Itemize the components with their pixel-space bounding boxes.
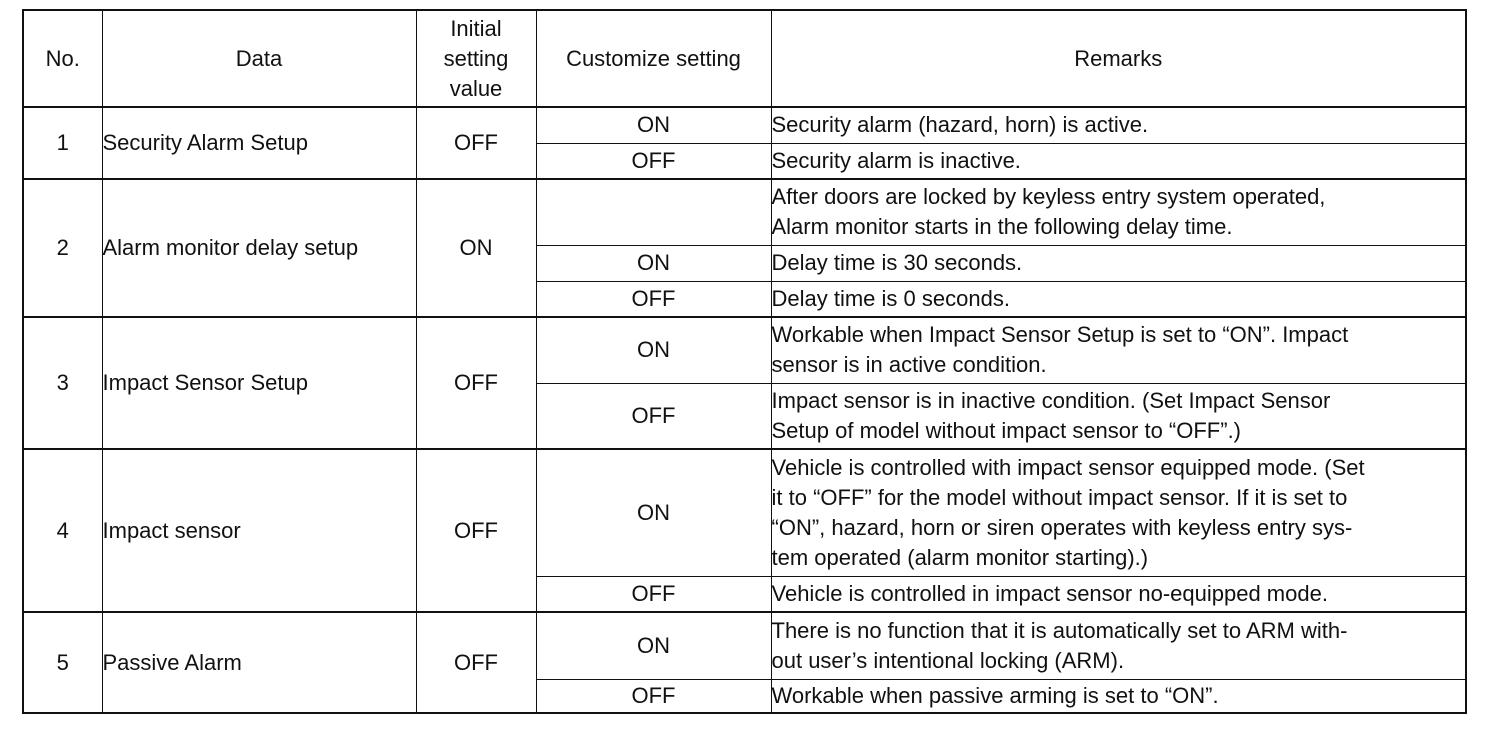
customize-setting: OFF [536, 576, 771, 612]
remarks-cell [771, 679, 1466, 713]
remark-line: out user’s intentional locking (ARM). [771, 647, 1125, 673]
item-initial-value: OFF [416, 317, 536, 449]
remark-line: tem operated (alarm monitor starting).) [771, 544, 1149, 570]
table-row [23, 612, 1466, 679]
item-number: 2 [23, 179, 102, 317]
header-initial-line: setting [443, 45, 509, 71]
item-group [23, 107, 1466, 179]
item-data: Passive Alarm [102, 612, 416, 713]
header-data: Data [102, 10, 416, 107]
item-data: Security Alarm Setup [102, 107, 416, 179]
header-row [23, 10, 1466, 107]
customize-setting: OFF [536, 679, 771, 713]
customize-settings-table [22, 9, 1467, 714]
remark-line: “ON”, hazard, horn or siren operates with keyless entry sys- [771, 514, 1353, 540]
remarks-cell [771, 612, 1466, 679]
item-initial-value: OFF [416, 449, 536, 612]
customize-setting: ON [536, 107, 771, 143]
customize-setting: OFF [536, 281, 771, 317]
table-row [23, 107, 1466, 143]
header-customize-setting: Customize setting [536, 10, 771, 107]
item-data: Impact Sensor Setup [102, 317, 416, 449]
header-initial-line: value [449, 75, 503, 101]
item-initial-value: OFF [416, 107, 536, 179]
customize-setting: ON [536, 245, 771, 281]
item-data: Impact sensor [102, 449, 416, 612]
item-data: Alarm monitor delay setup [102, 179, 416, 317]
remarks-cell [771, 317, 1466, 383]
remark-line: Delay time is 30 seconds. [771, 250, 1023, 275]
remark-line: Workable when passive arming is set to “ON”. [771, 682, 1219, 708]
header-remarks: Remarks [771, 10, 1466, 107]
remarks-cell [771, 383, 1466, 449]
remark-line: There is no function that it is automatically set to ARM with- [771, 617, 1348, 643]
remark-line: Impact sensor is in inactive condition. (Set Impact Sensor [771, 387, 1331, 413]
item-group [23, 179, 1466, 317]
customize-setting [536, 179, 771, 245]
remark-line: it to “OFF” for the model without impact sensor. If it is set to [771, 484, 1348, 510]
remark-line: Security alarm is inactive. [771, 147, 1021, 173]
item-group [23, 317, 1466, 449]
remarks-cell [771, 143, 1466, 179]
customize-setting: ON [536, 612, 771, 679]
remarks-cell [771, 179, 1466, 245]
header-initial-setting-value [416, 10, 536, 107]
item-group [23, 612, 1466, 713]
customize-setting: ON [536, 317, 771, 383]
item-number: 3 [23, 317, 102, 449]
remarks-cell [771, 576, 1466, 612]
table-row [23, 449, 1466, 576]
item-number: 5 [23, 612, 102, 713]
remark-line: Delay time is 0 seconds. [771, 285, 1010, 311]
remark-line: Vehicle is controlled with impact sensor equipped mode. (Set [771, 454, 1365, 480]
remark-line: Vehicle is controlled in impact sensor no-equipped mode. [771, 580, 1328, 606]
table-row [23, 179, 1466, 245]
item-number: 1 [23, 107, 102, 179]
remarks-cell [771, 107, 1466, 143]
remark-line: Security alarm (hazard, horn) is active. [771, 112, 1149, 138]
header-no: No. [23, 10, 102, 107]
remarks-cell [771, 281, 1466, 317]
item-initial-value: OFF [416, 612, 536, 713]
item-initial-value: ON [416, 179, 536, 317]
customize-setting: OFF [536, 143, 771, 179]
table-row [23, 317, 1466, 383]
header-initial-line: Initial [450, 15, 502, 41]
item-group [23, 449, 1466, 612]
customize-setting: OFF [536, 383, 771, 449]
remark-line: sensor is in active condition. [771, 352, 1047, 378]
item-number: 4 [23, 449, 102, 612]
customize-setting: ON [536, 449, 771, 576]
remark-line: Workable when Impact Sensor Setup is set to “ON”. Impact [771, 322, 1349, 348]
remarks-cell [771, 245, 1466, 281]
remark-line: Alarm monitor starts in the following delay time. [771, 214, 1233, 240]
remark-line: Setup of model without impact sensor to “OFF”.) [771, 417, 1242, 443]
remark-line: After doors are locked by keyless entry system operated, [771, 184, 1326, 210]
remarks-cell [771, 449, 1466, 576]
